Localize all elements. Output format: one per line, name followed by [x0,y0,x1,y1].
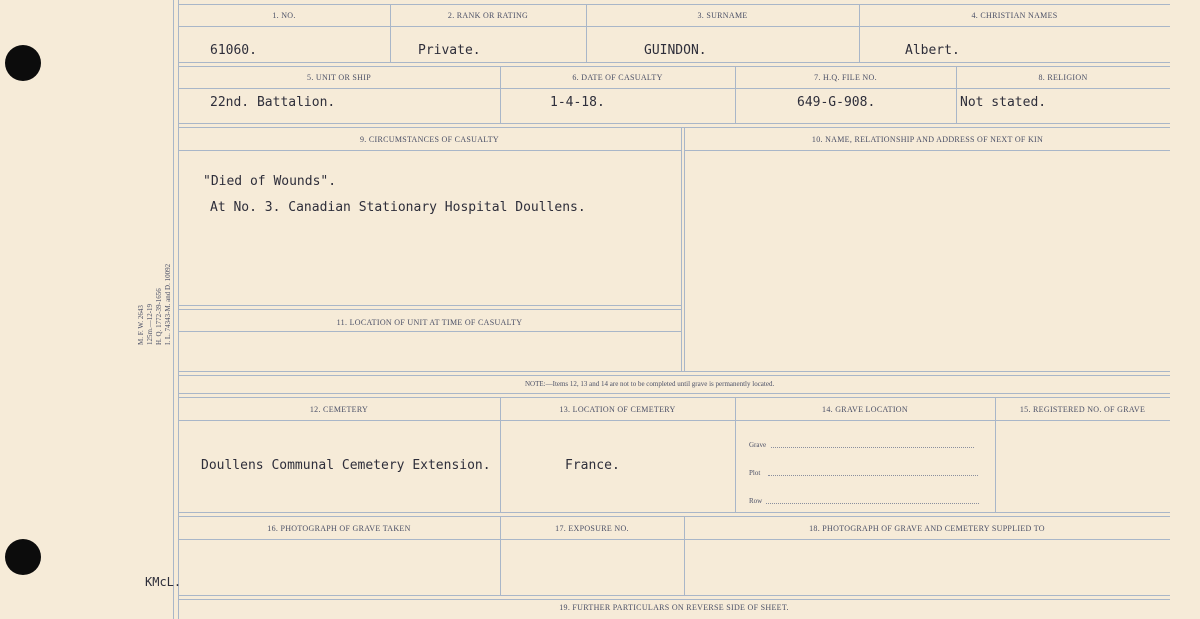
row-label: Row [749,497,763,505]
label-photo-taken: 16. PHOTOGRAPH OF GRAVE TAKEN [267,524,411,533]
footer-note: 19. FURTHER PARTICULARS ON REVERSE SIDE OF SHEET. [559,603,789,612]
label-location-of-unit: 11. LOCATION OF UNIT AT TIME OF CASUALTY [336,318,523,327]
value-circumstance-1: "Died of Wounds". [203,174,337,189]
label-no: 1. NO. [272,11,296,20]
value-unit: 22nd. Battalion. [210,95,336,110]
row-dotted-line [766,503,979,504]
rule [684,127,685,371]
rule [178,150,681,151]
clerk-initials: KMcL. [145,575,182,589]
label-surname: 3. SURNAME [697,11,748,20]
plot-label: Plot [749,469,761,477]
label-religion: 8. RELIGION [1038,73,1088,82]
note: NOTE:—Items 12, 13 and 14 are not to be completed until grave is permanently located. [525,380,775,388]
value-christian-names: Albert. [905,43,960,58]
label-date: 6. DATE OF CASUALTY [572,73,663,82]
value-hq-file: 649-G-908. [797,95,876,110]
rule [178,539,1170,540]
punch-hole-bottom [5,539,41,575]
rule [178,62,1170,67]
grave-dotted-line [771,447,974,448]
grave-label: Grave [749,441,767,449]
rule [178,331,681,332]
rule [500,397,501,512]
rule [178,595,1170,600]
plot-dotted-line [768,475,978,476]
label-christian-names: 4. CHRISTIAN NAMES [971,11,1058,20]
rule [178,371,1170,376]
value-cemetery-location: France. [565,458,620,473]
margin-line [173,0,174,619]
rule [178,88,1170,89]
rule [178,26,1170,27]
label-rank: 2. RANK OR RATING [447,11,529,20]
label-circumstances: 9. CIRCUMSTANCES OF CASUALTY [359,135,500,144]
label-exposure-no: 17. EXPOSURE NO. [555,524,629,533]
side-code-2: 125m.—12-19 [146,303,154,345]
label-unit: 5. UNIT OR SHIP [307,73,371,82]
side-code-1: M. F. W. 2643 [137,305,145,345]
rule [995,397,996,512]
rule [735,397,736,512]
value-number: 61060. [210,43,257,58]
value-rank: Private. [418,43,481,58]
label-cemetery: 12. CEMETERY [309,405,369,414]
side-code-4: I. L. 74343-M. and D. 10092 [164,263,172,345]
side-code-3: H. Q. 1772-39-1656 [155,288,163,345]
value-date: 1-4-18. [550,95,605,110]
rule [178,4,1170,5]
value-circumstance-2: At No. 3. Canadian Stationary Hospital Doullens. [210,200,586,215]
rule [685,150,1170,151]
value-cemetery: Doullens Communal Cemetery Extension. [201,458,491,473]
punch-hole-top [5,45,41,81]
rule [178,123,1170,128]
rule [178,512,1170,517]
label-hq-file: 7. H.Q. FILE NO. [814,73,877,82]
label-cemetery-location: 13. LOCATION OF CEMETERY [559,405,676,414]
label-grave-location: 14. GRAVE LOCATION [822,405,908,414]
rule [178,305,681,310]
label-photo-supplied: 18. PHOTOGRAPH OF GRAVE AND CEMETERY SUPPLIED TO [809,524,1045,533]
rule [681,127,682,371]
rule [178,393,1170,398]
label-next-of-kin: 10. NAME, RELATIONSHIP AND ADDRESS OF NEXT OF KIN [811,135,1044,144]
value-religion: Not stated. [960,95,1047,110]
rule [178,420,1170,421]
label-registered-no: 15. REGISTERED NO. OF GRAVE [1019,405,1146,414]
value-surname: GUINDON. [644,43,707,58]
